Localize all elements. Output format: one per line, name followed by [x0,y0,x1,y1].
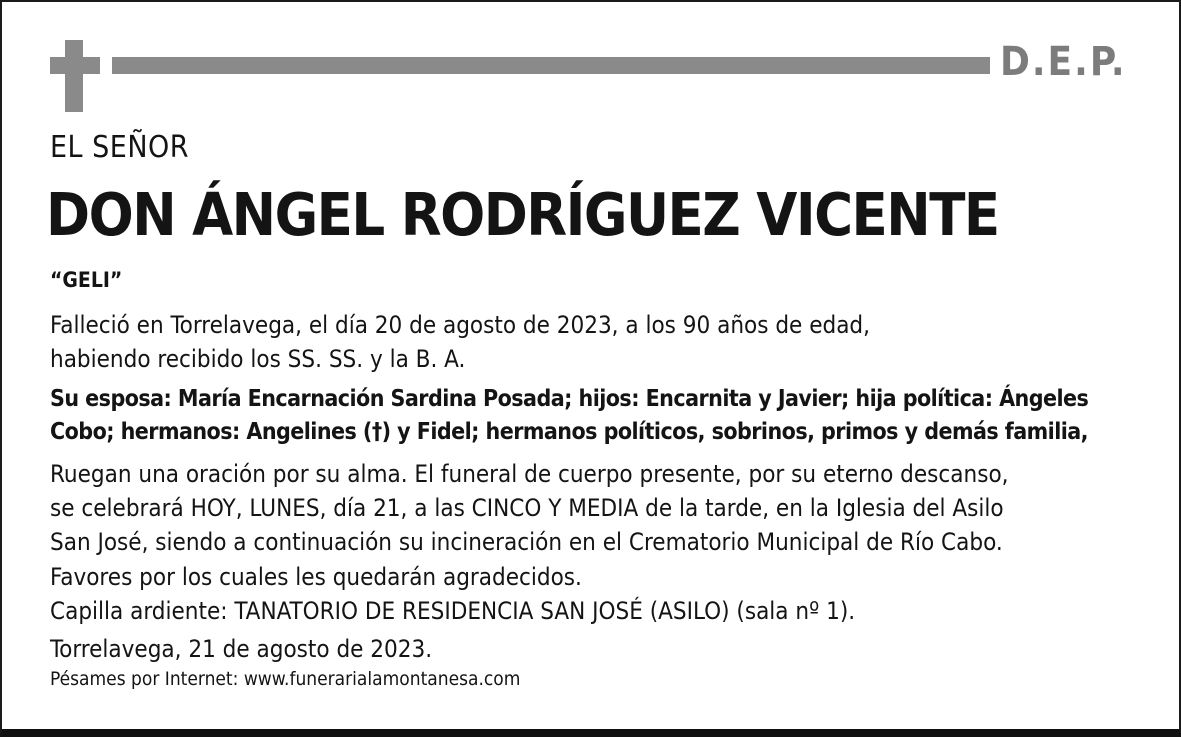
service-line: San José, siendo a continuación su incineración en el Crematorio Municipal de Río Cabo. [50,528,1003,557]
service-line: Favores por los cuales les quedarán agradecidos. [50,562,582,591]
cross-icon-crossbar [50,57,100,74]
death-notice-line: Falleció en Torrelavega, el día 20 de agosto de 2023, a los 90 años de edad, [50,311,870,339]
deceased-nickname: “GELI” [50,268,123,292]
cross-icon [65,40,83,112]
death-notice-line: habiendo recibido los SS. SS. y la B. A. [50,345,466,373]
deceased-title: EL SEÑOR [50,130,190,165]
header-rule [112,57,990,74]
family-list [50,383,1088,449]
family-line: Cobo; hermanos: Angelines (†) y Fidel; hermanos políticos, sobrinos, primos y demás familia, [50,419,1088,445]
deceased-name: DON ÁNGEL RODRÍGUEZ VICENTE [46,180,999,249]
service-line: Ruegan una oración por su alma. El funeral de cuerpo presente, por su eterno descanso, [50,460,1009,488]
service-line: Capilla ardiente: TANATORIO DE RESIDENCIA SAN JOSÉ (ASILO) (sala nº 1). [50,596,856,625]
family-line: Su esposa: María Encarnación Sardina Posada; hijos: Encarnita y Javier; hija política: Ángeles [50,386,1089,412]
service-details [50,457,1009,628]
condolences-web: Pésames por Internet: www.funerarialamontanesa.com [50,668,521,690]
service-line: se celebrará HOY, LUNES, día 21, a las CINCO Y MEDIA de la tarde, en la Iglesia del Asilo [50,494,1004,523]
dep-label: D.E.P. [1000,39,1127,85]
place-date: Torrelavega, 21 de agosto de 2023. [50,635,433,663]
death-notice [50,308,870,376]
